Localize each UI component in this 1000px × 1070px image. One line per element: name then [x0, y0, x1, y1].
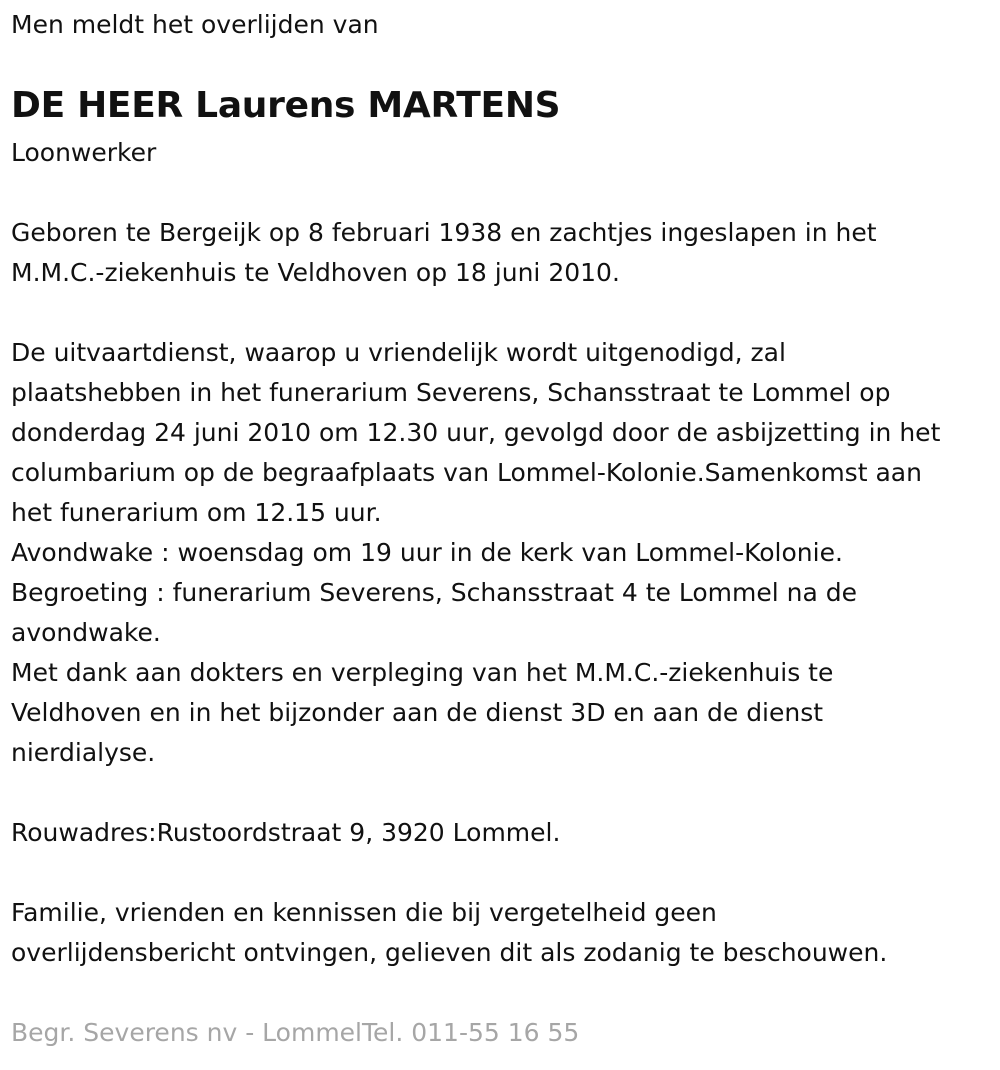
paragraph-line: Veldhoven en in het bijzonder aan de dienst 3D en aan de dienst — [11, 698, 824, 727]
paragraph-line: avondwake. — [11, 618, 161, 647]
paragraph-line: De uitvaartdienst, waarop u vriendelijk wordt uitgenodigd, zal — [11, 338, 786, 367]
paragraph-line: columbarium op de begraafplaats van Lommel-Kolonie.Samenkomst aan — [11, 458, 922, 487]
occupation: Loonwerker — [11, 138, 157, 167]
paragraph-line: het funerarium om 12.15 uur. — [11, 498, 382, 527]
mourning-address: Rouwadres:Rustoordstraat 9, 3920 Lommel. — [11, 818, 561, 847]
paragraph-line: plaatshebben in het funerarium Severens, Schansstraat te Lommel op — [11, 378, 891, 407]
greeting-line: Begroeting : funerarium Severens, Schansstraat 4 te Lommel na de — [11, 578, 857, 607]
intro-text: Men meldt het overlijden van — [11, 10, 379, 39]
wake-line: Avondwake : woensdag om 19 uur in de kerk van Lommel-Kolonie. — [11, 538, 843, 567]
paragraph-line: Familie, vrienden en kennissen die bij vergetelheid geen — [11, 898, 717, 927]
paragraph-line: overlijdensbericht ontvingen, gelieven dit als zodanig te beschouwen. — [11, 938, 888, 967]
paragraph-line: donderdag 24 juni 2010 om 12.30 uur, gevolgd door de asbijzetting in het — [11, 418, 941, 447]
funeral-home-footer: Begr. Severens nv - LommelTel. 011-55 16 55 — [11, 1018, 580, 1047]
deceased-name: DE HEER Laurens MARTENS — [11, 85, 561, 126]
paragraph-line: Geboren te Bergeijk op 8 februari 1938 en zachtjes ingeslapen in het — [11, 218, 877, 247]
paragraph-line: M.M.C.-ziekenhuis te Veldhoven op 18 juni 2010. — [11, 258, 620, 287]
thanks-line: Met dank aan dokters en verpleging van het M.M.C.-ziekenhuis te — [11, 658, 834, 687]
paragraph-line: nierdialyse. — [11, 738, 156, 767]
